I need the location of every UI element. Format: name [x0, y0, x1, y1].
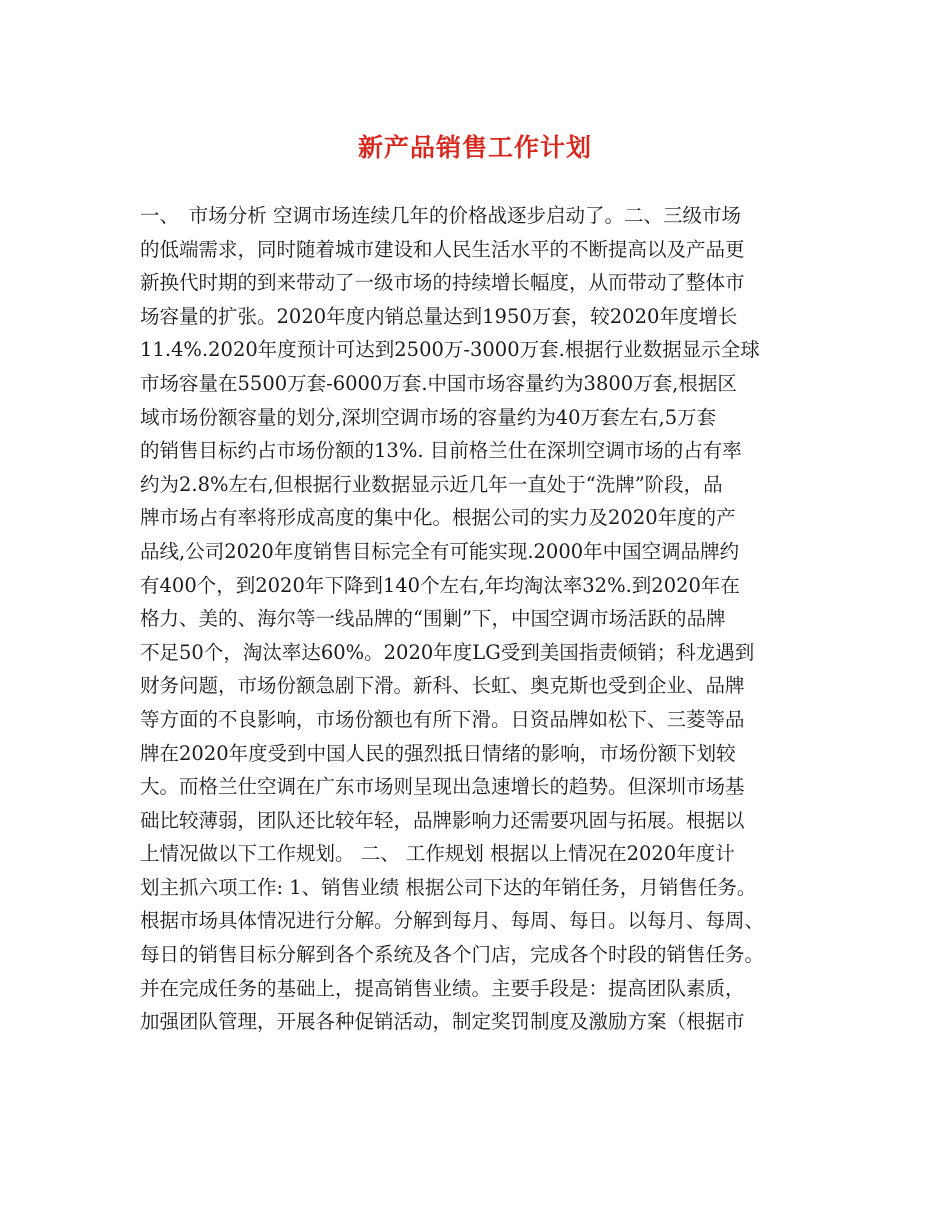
- body-line: 并在完成任务的基础上，提高销售业绩。主要手段是：提高团队素质，: [140, 976, 745, 1000]
- body-line: 格力、美的、海尔等一线品牌的“围剿”下，中国空调市场活跃的品牌: [140, 607, 726, 631]
- body-line: 约为2.8%左右,但根据行业数据显示近几年一直处于“洗牌”阶段，品: [140, 472, 723, 496]
- body-line: 新换代时期的到来带动了一级市场的持续增长幅度，从而带动了整体市: [140, 271, 745, 295]
- body-line: 牌在2020年度受到中国人民的强烈抵日情绪的影响，市场份额下划较: [140, 741, 736, 765]
- body-line: 牌市场占有率将形成高度的集中化。根据公司的实力及2020年度的产: [140, 506, 736, 530]
- body-line: 11.4%.2020年度预计可达到2500万-3000万套.根据行业数据显示全球: [140, 338, 760, 362]
- body-line: 的低端需求，同时随着城市建设和人民生活水平的不断提高以及产品更: [140, 237, 745, 261]
- body-line: 一、 市场分析 空调市场连续几年的价格战逐步启动了。二、三级市场: [140, 204, 741, 227]
- body-line: 根据市场具体情况进行分解。分解到每月、每周、每日。以每月、每周、: [140, 909, 765, 933]
- document-body: [140, 199, 820, 1039]
- body-line: 划主抓六项工作: 1、销售业绩 根据公司下达的年销任务，月销售任务。: [140, 875, 757, 899]
- body-line: 不足50个，淘汰率达60%。2020年度LG受到美国指责倾销；科龙遇到: [140, 640, 755, 664]
- document-title: 新产品销售工作计划: [357, 133, 592, 162]
- body-line: 有400个，到2020年下降到140个左右,年均淘汰率32%.到2020年在: [140, 573, 740, 597]
- body-line: 等方面的不良影响，市场份额也有所下滑。日资品牌如松下、三菱等品: [140, 707, 745, 731]
- body-line: 品线,公司2020年度销售目标完全有可能实现.2000年中国空调品牌约: [140, 539, 740, 563]
- body-line: 每日的销售目标分解到各个系统及各个门店，完成各个时段的销售任务。: [140, 943, 765, 967]
- body-line: 加强团队管理，开展各种促销活动，制定奖罚制度及激励方案（根据市: [140, 1010, 745, 1034]
- body-line: 市场容量在5500万套-6000万套.中国市场容量约为3800万套,根据区: [140, 371, 737, 395]
- body-line: 础比较薄弱，团队还比较年轻，品牌影响力还需要巩固与拓展。根据以: [140, 808, 745, 832]
- body-line: 大。而格兰仕空调在广东市场则呈现出急速增长的趋势。但深圳市场基: [140, 775, 745, 799]
- body-line: 场容量的扩张。2020年度内销总量达到1950万套，较2020年度增长: [140, 304, 738, 328]
- body-line: 上情况做以下工作规划。 二、 工作规划 根据以上情况在2020年度计: [140, 842, 735, 866]
- body-line: 域市场份额容量的划分,深圳空调市场的容量约为40万套左右,5万套: [140, 405, 717, 429]
- body-line: 财务问题，市场份额急剧下滑。新科、长虹、奥克斯也受到企业、品牌: [140, 674, 745, 698]
- body-line: 的销售目标约占市场份额的13%. 目前格兰仕在深圳空调市场的占有率: [140, 439, 742, 463]
